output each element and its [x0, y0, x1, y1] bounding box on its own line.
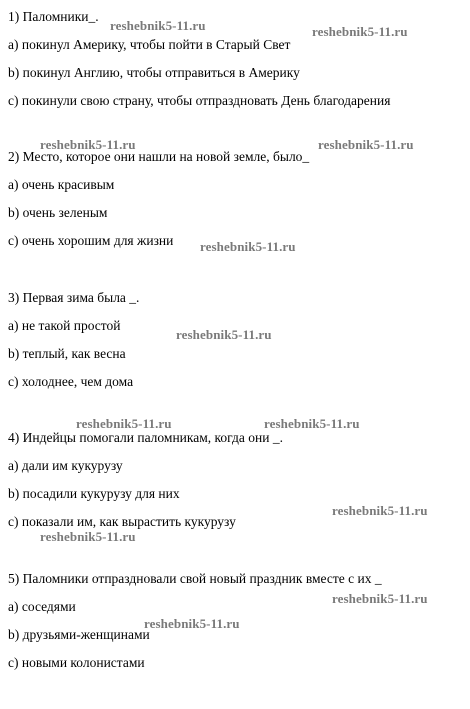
question-1-option-c: c) покинули свою страну, чтобы отпраздновать День благодарения — [8, 93, 391, 108]
question-2-option-c: c) очень хорошим для жизни — [8, 233, 174, 248]
question-3-text: 3) Первая зима была _. — [8, 290, 140, 305]
question-3-option-b: b) теплый, как весна — [8, 346, 126, 361]
question-1-option-b: b) покинул Англию, чтобы отправиться в Америку — [8, 65, 300, 80]
watermark: reshebnik5-11.ru — [144, 616, 240, 631]
watermark: reshebnik5-11.ru — [76, 416, 172, 431]
question-4-option-a: a) дали им кукурузу — [8, 458, 123, 473]
watermark: reshebnik5-11.ru — [176, 327, 272, 342]
question-1-option-a: a) покинул Америку, чтобы пойти в Старый Свет — [8, 37, 291, 52]
question-5-option-a: a) соседями — [8, 599, 76, 614]
question-3-option-c: c) холоднее, чем дома — [8, 374, 134, 389]
watermark: reshebnik5-11.ru — [332, 503, 428, 518]
question-4-option-c: c) показали им, как вырастить кукурузу — [8, 514, 236, 529]
question-5-option-b: b) друзьями-женщинами — [8, 627, 150, 642]
watermark: reshebnik5-11.ru — [312, 24, 408, 39]
question-4-option-b: b) посадили кукурузу для них — [8, 486, 180, 501]
question-2-option-b: b) очень зеленым — [8, 205, 108, 220]
question-2-option-a: a) очень красивым — [8, 177, 115, 192]
question-1-text: 1) Паломники_. — [8, 9, 99, 24]
watermark: reshebnik5-11.ru — [264, 416, 360, 431]
watermark: reshebnik5-11.ru — [40, 137, 136, 152]
watermark: reshebnik5-11.ru — [200, 239, 296, 254]
question-4-text: 4) Индейцы помогали паломникам, когда они _. — [8, 430, 283, 445]
question-5-option-c: c) новыми колонистами — [8, 655, 145, 670]
watermark: reshebnik5-11.ru — [40, 529, 136, 544]
watermark: reshebnik5-11.ru — [332, 591, 428, 606]
watermark: reshebnik5-11.ru — [318, 137, 414, 152]
question-2-text: 2) Место, которое они нашли на новой земле, было_ — [8, 149, 310, 164]
question-3-option-a: a) не такой простой — [8, 318, 121, 333]
watermark: reshebnik5-11.ru — [110, 18, 206, 33]
question-5-text: 5) Паломники отпраздновали свой новый праздник вместе с их _ — [8, 571, 382, 586]
